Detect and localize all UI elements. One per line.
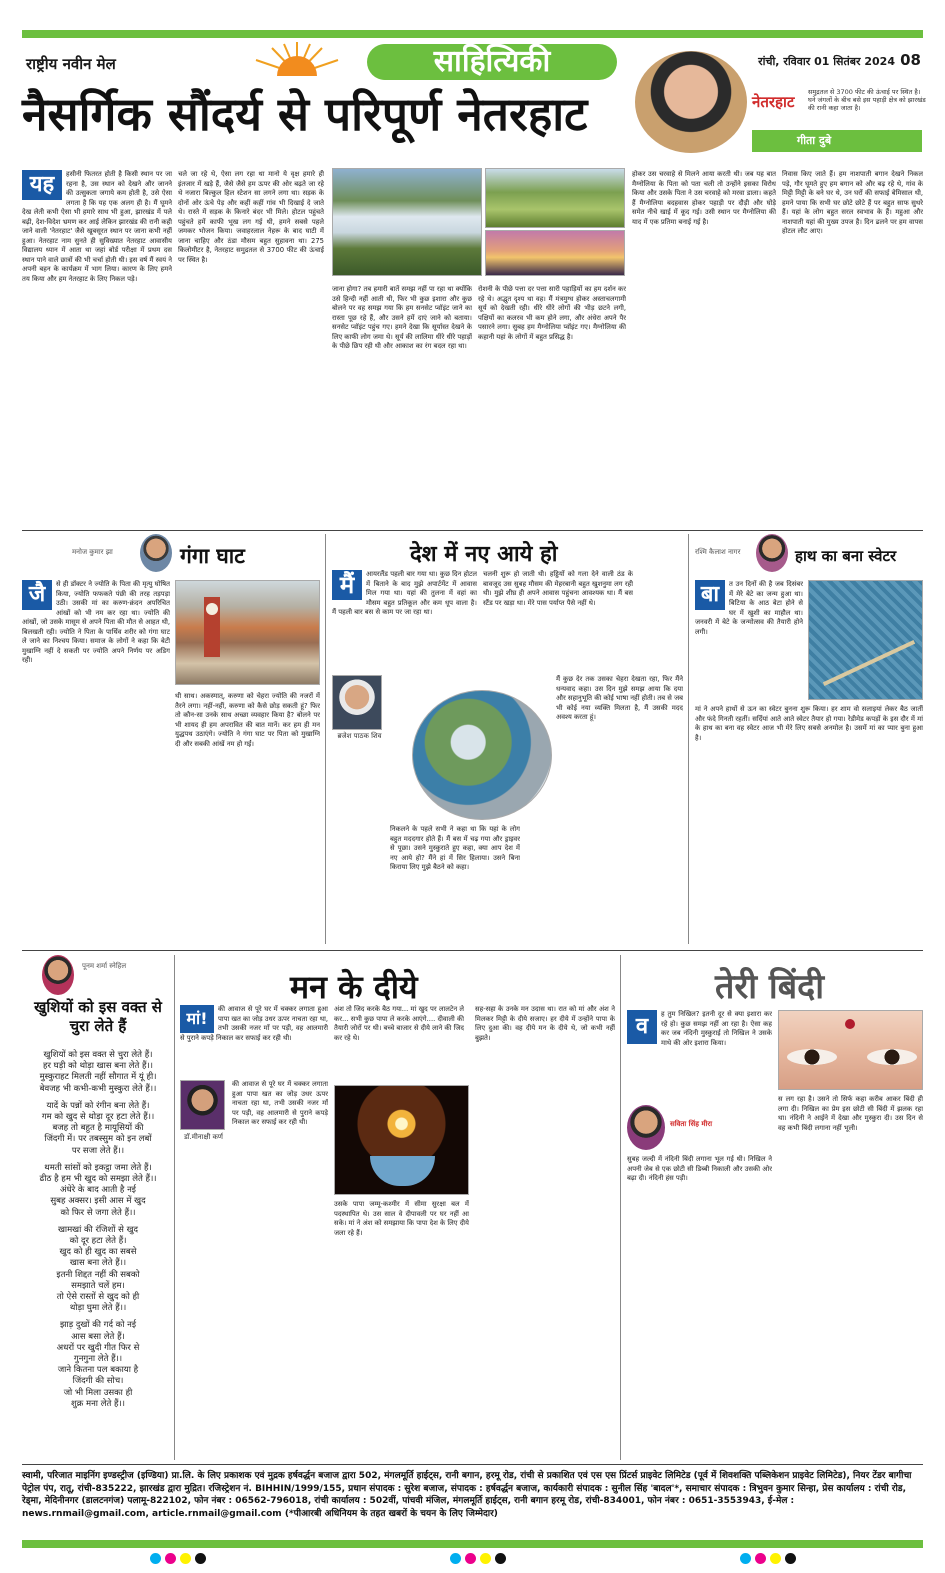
teri-bindi-column-b: सुबह जल्दी में नंदिनी बिंदी लगाना भूल गई थी। निखिल ने अपनी जेब से एक छोटी सी डिब्बी निकाली और उसकी ओर बढ़ा दी। नंदिनी हंस पड़ी। <box>627 1155 772 1182</box>
poem-line: खास बना लेते हैं।। <box>69 1258 127 1269</box>
man-ke-diye-author-photo <box>180 1080 225 1130</box>
poem-line: गम को खुद से थोड़ा दूर हटा लेते हैं।। <box>41 1112 155 1123</box>
teri-bindi-column-c: स लग रहा है। उसने तो सिर्फ कहा करीब आकर बिंदी ही लगा दी। निखिल का प्रेम इस छोटी सी बिंदी में झलक रहा था। नंदिनी ने आईने में देखा और मुस्कुरा दी। उस दिन से वह कभी बिंदी लगाना नहीं भूली। <box>778 1095 923 1132</box>
man-ke-diye-text-a: की आवाज से पूरे घर में चक्कर लगाता हुआ पापा खत का जोड़ उधर ऊपर नाचता रहा था, तभी उसकी नजर माँ पर पड़ी, वह आलमारी से पुराने कपड़े निकाल कर सफाई कर रही थी। <box>180 1005 328 1042</box>
lead-column-2: चले जा रहे थे, ऐसा लग रहा था मानो ये वृक्ष हमारे ही इंतजार में खड़े हैं, जैसे जैसे हम ऊपर की ओर बढ़ते जा रहे थे नजारा बिल्कुल हिल स्टेशन सा लगने लगा था। सड़क के दोनों ओर ऊंचे पेड़ और कहीं कहीं गांव भी दिखाई दे जाते थे। रास्ते में सड़क के किनारे बंदर भी मिले। होटल पहुंचते पहुंचते हमें काफी भूख लग गई थी, हमने सबसे पहले जमकर भोजन किया। जवाहरलाल नेहरू के बाद घाटी में जाना चाहिए और ठंडा मौसम बहुत सुहावना था। 275 किलोमीटर है, नेतरहाट समुद्रतल से 3700 फीट की ऊंचाई पर स्थित है। <box>178 170 324 264</box>
garden-photo <box>485 168 625 228</box>
diya-lamp-icon <box>370 1156 435 1186</box>
man-ke-diye-column-a <box>180 1005 328 1077</box>
lead-author: गीता दुबे <box>752 130 922 152</box>
khushiyon-author-photo <box>42 955 74 995</box>
yellow-registration-icon <box>770 1553 781 1564</box>
poem-line: खुशियों को इस वक्त से चुरा लेते हैं। <box>43 1050 153 1060</box>
sunset-photo <box>485 230 625 276</box>
lead-column-1-text: हसीनी फितरत होती है किसी स्थान पर जा रहना है, उस स्थान को देखने और जानने की उत्सुकता जगाये कम होती है, उसे ऐसा लगता है कि यह एक अलग ही है। मैं घूमने देख लेती कभी ऐसा भी हमारे साथ भी हुआ, झारखंड में पले बढ़ी, देश-विदेश भ्रमण कर आई लेकिन झारखंड की रानी कही जाने वाली 'नेतरहाट' जैसे खूबसूरत स्थान पर जाना कभी नहीं हुआ। नेतरहाट नाम सुनते ही सुविख्यात नेतरहाट आवासीय विद्यालय ध्यान में आता था जहां बोर्ड परीक्षा में प्रथम दस स्थान पाने वाले छात्रों की भी चर्चा होती थी। इस वर्ष मैं स्वयं ने अपनी बहन के कार्यक्रम में भाग लिया। कारण के लिए हमने तय किया और हम नेतरहाट के लिए निकल पड़े। <box>22 170 172 283</box>
haath-author: रश्मि कैलाश नागर <box>695 548 741 556</box>
eye-icon <box>867 1049 917 1065</box>
ganga-ghat-author: मनोज कुमार झा <box>72 548 113 556</box>
magenta-registration-icon <box>165 1553 176 1564</box>
cyan-registration-icon <box>150 1553 161 1564</box>
magenta-registration-icon <box>755 1553 766 1564</box>
ganga-ghat-dropcap: जै <box>22 580 52 610</box>
haath-title: हाथ का बना स्वेटर <box>795 547 897 565</box>
poem-line: थमती सांसों को इकट्ठा जमा लेते हैं। <box>44 1162 152 1173</box>
poem-line: मुस्कुराहट मिलती नहीं सौगात में यूं ही। <box>39 1072 157 1083</box>
poem-line: जो भी मिला उसका ही <box>63 1387 133 1398</box>
yellow-registration-icon <box>180 1553 191 1564</box>
black-registration-icon <box>495 1553 506 1564</box>
poem-line: पर सजा लेते हैं।। <box>71 1145 125 1156</box>
poem-line: जिंदगी की सोच। <box>72 1376 124 1387</box>
poem-line: को दूर हटा लेते हैं। <box>69 1236 127 1247</box>
khushiyon-title: खुशियों को इस वक्त से चुरा लेते हैं <box>34 998 162 1035</box>
poem-line: खामखां की रंजिशों से खुद <box>57 1224 139 1235</box>
lead-column-3: जाना होगा? तब हमारी बातें समझ नहीं पा रहा था क्योंकि उसे हिन्दी नहीं आती थी, फिर भी कुछ इशारा और कुछ बोलने पर वह समझ गया कि हम सनसेट प्वॉइंट जाने का रास्ता पूछ रहे हैं, और उसने हमें दाएं जाने को बताया। सनसेट प्वॉइंट पहुंच गए। हमने देखा कि सूर्यास्त देखने के लिए काफी लोग जमा थे। सूर्य की लालिमा धीरे धीरे पहाड़ों के पीछे छिप रही थी और आकाश का रंग बदल रहा था। <box>332 285 472 350</box>
haath-dropcap: बा <box>695 580 725 610</box>
page-number: 08 <box>900 51 921 69</box>
lead-intro: समुद्रतल से 3700 फीट की ऊंचाई पर स्थित है। घने जंगलों के बीच बसे इस पहाड़ी क्षेत्र को झारखंड की रानी कहा जाता है। <box>808 88 926 112</box>
man-ke-diye-column-b: अंश तो जिद करके बैठ गया... मां खुद पर लालटेन ले कर... सभी कुछ पापा ले करके आएंगे.... दीवाली की तैयारी जोरों पर थी। बच्चे बाजार से दीये लाने की जिद कर रहे थे। <box>334 1005 464 1042</box>
cyan-registration-icon <box>450 1553 461 1564</box>
teri-bindi-author: सविता सिंह मीरा <box>670 1120 713 1128</box>
man-ke-diye-column-d: सह-सहा के उनके मन उदास था। रात को मां और अंश ने मिलकर मिट्टी के दीये सजाए। हर दीये में उन्होंने पापा के लिए दुआ की। वह दीये मन के दीये थे, जो कभी नहीं बुझते। <box>475 1005 615 1042</box>
desh-me-column-d: मैं कुछ देर तक उसका चेहरा देखता रहा, फिर मैंने धन्यवाद कहा। उस दिन मुझे समझ आया कि दया और सहानुभूति की कोई भाषा नहीं होती। तब से जब भी कोई नया व्यक्ति मिलता है, मैं उसकी मदद अवश्य करता हूं। <box>556 675 683 721</box>
poem-line: बेवजह भी कभी-कभी मुस्कुरा लेते हैं।। <box>39 1083 157 1094</box>
ganga-ghat-title: गंगा घाट <box>180 544 245 568</box>
footer-imprint: स्वामी, परिजात माइनिंग इण्डस्ट्रीज (इण्डिया) प्रा.लि. के लिए प्रकाशक एवं मुद्रक हर्षवर्द्धन बजाज द्वारा 502, मंगलमूर्ति हाईट्स, रानी बगान, हरमू रोड, रांची से प्रकाशित एवं एस एस प्रिंटर्स प्राइवेट लिमिटेड (पूर्व में शिवशक्ति पब्लिकेशन प्राइवेट लिमिटेड), नियर टेंडर बागीचा पेट्रोल पंप, रातू, रांची-835222, झारखंड द्वारा मुद्रित। रजिस्ट्रेशन नं. BIHHIN/1999/155, प्रधान संपादक : सुरेश बजाज, संपादक : हर्षवर्द्धन बजाज, कार्यकारी संपादक : सुनील सिंह 'बादल'*, समाचार संपादक : त्रिभुवन कुमार सिन्हा, प्रेस कार्यालय : रांची रोड, रेड्मा, मेदिनीनगर (डालटनगंज) पलामू-822102, फोन नंबर : 06562-796018, रांची कार्यालय : 502वीं, पांचवी मंजिल, मंगलमूर्ति हाईट्स, रानी बगान हरमू रोड, रांची-834001, फोन नंबर : 0651-3553943, ई-मेल : news.rnmail@gmail.com, article.rnmail@gmail.com (*पीआरबी अधिनियम के तहत खबरों के चयन के लिए जिम्मेदार) <box>22 1471 912 1519</box>
knitting-needle-icon <box>823 640 915 686</box>
poem-line: सुबह अक्सर। इसी आस में खुद <box>50 1196 146 1207</box>
waterfall-photo <box>332 168 482 276</box>
teri-bindi-column-a <box>627 1010 772 1100</box>
registration-marks <box>0 1553 945 1565</box>
teri-bindi-title: तेरी बिंदी <box>715 967 825 1007</box>
diya-photo <box>334 1085 469 1195</box>
section-divider <box>22 530 923 531</box>
ganga-ghat-column-right: थी साथ। अकस्मात्, करुणा को चेहरा ज्योति की नजरों में तैरने लगा। नहीं-नहीं, करुणा को कैसे छोड़ सकती हूं? फिर तो कौन-सा उनके साथ अच्छा व्यवहार किया है? बोलने पर भी शायद ही हम अपरावित की बात मानें। कर हम ही मन युद्धपथ उठाएंगे। ज्योति ने गंगा घाट पर पिता को मुखाग्नि दी और सबकी आंखें नम हो गईं। <box>175 692 320 748</box>
poem-line: गुनगुना लेते हैं।। <box>73 1354 123 1365</box>
poem-line: यादें के पन्नों को रंगीन बना लेते हैं। <box>46 1100 150 1111</box>
lead-dropcap: यह <box>22 170 62 200</box>
paper-name: राष्ट्रीय नवीन मेल <box>26 55 116 73</box>
bindi-dot-icon <box>845 1019 855 1029</box>
poem-line: अंधेरे के बाद आती है नई <box>60 1185 136 1196</box>
eye-icon <box>787 1049 837 1065</box>
khushiyon-author: पूनम शर्मा स्नेहिल <box>82 962 127 970</box>
poem-line: बजह तो बहुत है मायूसियों की <box>52 1123 144 1134</box>
clock-face-icon <box>206 603 218 615</box>
poem-line: शुक्र मना लेते हैं।। <box>71 1398 125 1409</box>
teri-bindi-text-a: ह तुम निखिल? इतनी दूर से क्या इशारा कर रहे हो। कुछ समझ नहीं आ रहा है। ऐसा कह कर जब नंदिनी मुस्कुराई तो निखिल ने उसके माथे की ओर इशारा किया। <box>661 1010 772 1047</box>
sunrise-logo-icon <box>242 40 352 80</box>
section-divider <box>22 950 923 951</box>
desh-me-title: देश में नए आये हो <box>410 542 558 567</box>
bottom-color-band <box>22 1540 923 1548</box>
lead-headline: नैसर्गिक सौंदर्य से परिपूर्ण नेतरहाट <box>22 87 588 141</box>
khushiyon-poem <box>26 1050 170 1410</box>
lead-column-4: रोशनी के पीछे पत्ता दर पत्ता सारी पहाड़ियों का हम दर्शन कर रहे थे। अद्भुत दृश्य था वह। मैं मंत्रमुग्ध होकर अस्ताचलगामी सूर्य को देखती रही। धीरे धीरे लोगों की भीड़ छटने लगी, पक्षियों का कलरव भी कम होने लगा, और अंधेरा अपने पैर पसारने लगा। सुबह हम मैग्नोलिया प्वॉइंट गए। मैग्नोलिया की कहानी यहां के लोगों में बहुत प्रसिद्ध है। <box>478 285 626 341</box>
ganga-ghat-author-photo <box>140 534 172 572</box>
poem-line: तो ऐसे रास्तों से खुद को ही <box>56 1292 140 1303</box>
poem-line: अधरों पर खुदी गीत फिर से <box>56 1342 140 1353</box>
desh-me-dropcap: मैं <box>332 570 362 600</box>
footer-divider <box>22 1464 923 1465</box>
desh-me-text-a: आयरलैंड पहली बार गया था। कुछ दिन होटल में बिताने के बाद मुझे अपार्टमेंट में आवास मिल गया था। यहां की तुलना में वहां का मौसम बहुत प्रतिकूल और कम धूप वाला है। मैं पहली बार बस से काम पर जा रहा था। <box>332 570 477 616</box>
teri-bindi-author-photo <box>627 1105 665 1150</box>
haath-column-bottom: मां ने अपने हाथों से ऊन का स्वेटर बुनना शुरू किया। हर शाम वो सलाइयां लेकर बैठ जातीं और फंदे गिनती रहतीं। सर्दियां आते आते स्वेटर तैयार हो गया। रेडीमेड कपड़ों के इस दौर में मां के हाथ का बना वह स्वेटर आज भी मेरे लिए सबसे अनमोल है। उसमें मां का प्यार बुना हुआ है। <box>695 705 923 742</box>
poem-line: झाड़ दुखों की गर्द को नई <box>59 1320 136 1331</box>
column-divider <box>174 955 175 1460</box>
haath-text-top: त उन दिनों की है जब दिसंबर में मेरे बेटे का जन्म हुआ था। बिटिया के आठ बेटा होने से घर में खुशी का माहौल था। जनवरी में बेटे के जन्मोत्सव की तैयारी होने लगी। <box>695 580 803 636</box>
haath-author-photo <box>756 534 788 572</box>
poem-line: आस बसा लेते हैं। <box>71 1331 125 1342</box>
magenta-registration-icon <box>465 1553 476 1564</box>
cyan-registration-icon <box>740 1553 751 1564</box>
poem-line: को फिर से जगा लेते हैं।। <box>60 1207 136 1218</box>
column-divider <box>620 955 621 1460</box>
ganga-ghat-left-text: से ही डॉक्टर ने ज्योति के पिता की मृत्यु घोषित किया, ज्योति फफकते पंछी की तरह तड़पड़ा उठी। उसकी मां का करुण-क्रंदन अपरिचित आंखों को भी नम कर रहा था। ज्योति की आंखों, जो उसके मासूम से अपने पिता की मौत से आहत थी, बिलखती रही। ज्योति ने पिता के पार्थिव शरीर को गंगा घाट ले जाने का निश्चय किया। समाज के लोगों ने कहा कि बेटी मुखाग्नि नहीं दे सकती पर ज्योति अपने निर्णय पर अडिग रही। <box>22 580 170 664</box>
poem-line: जिंदगी में। पर तबस्सुम को इन लबों <box>44 1134 152 1145</box>
column-divider <box>325 534 326 944</box>
poem-line: खुद को ही खुद का सबसे <box>59 1247 137 1258</box>
masthead <box>22 40 923 84</box>
place-label: नेतरहाट <box>752 93 795 111</box>
lead-column-5: होकर उस चरवाहे से मिलने आया करती थी। जब यह बात मैग्नोलिया के पिता को पता चली तो उन्होंने इसका विरोध किया और उसके पिता ने उस चरवाहे को मरवा डाला। कहते हैं मैग्नोलिया बदहवास होकर पहाड़ी पर दौड़ी और घोड़े समेत नीचे खाई में कूद गई। उसी स्थान पर मैग्नोलिया की याद में एक प्रतिमा बनाई गई है। <box>632 170 776 226</box>
city-aerial-photo <box>412 690 552 820</box>
knitting-photo <box>808 580 923 700</box>
man-ke-diye-dropcap: मां! <box>180 1005 214 1033</box>
desh-me-column-a <box>332 570 477 670</box>
ganga-ghat-column-left <box>22 580 170 947</box>
man-ke-diye-title: मन के दीये <box>290 968 418 1006</box>
poem-line: इतनी शिद्दत नहीं की सबको <box>56 1269 140 1280</box>
section-banner: साहित्यिकी <box>367 44 617 80</box>
haath-column-top <box>695 580 803 700</box>
teri-bindi-dropcap: व <box>627 1010 657 1044</box>
poem-line: थोड़ा घुमा लेते हैं।। <box>69 1303 127 1314</box>
ganga-ghat-photo <box>175 580 320 685</box>
top-color-band <box>22 30 923 38</box>
poem-line: हर घड़ी को थोड़ा खास बना लेते हैं।। <box>42 1061 154 1072</box>
poem-line: समझाते चलें हम। <box>71 1280 125 1291</box>
yellow-registration-icon <box>480 1553 491 1564</box>
desh-me-author: ब्रजेश पाठक शिव <box>337 732 382 740</box>
lead-column-6: निवास किए जाते हैं। हम नाशपाती बगान देखने निकल पड़े, गौर घूमते हुए हम बगान को और बढ़ रहे थे, गांव के मिट्टी मिट्टी के बने घर थे, उन घरों की सफाई बेमिसाल थी, हमने पाया कि सभी घर छोटे छोटे हैं पर बहुत साफ सुथरे हैं। यहां के लोग बहुत सरल स्वभाव के हैं। महुआ और नाशपाती यहां की मुख्य उपज है। दिन ढलने पर हम वापस होटल लौट आए। <box>782 170 923 235</box>
black-registration-icon <box>785 1553 796 1564</box>
man-ke-diye-author: डॉ.मीनाक्षी कर्ण <box>184 1133 223 1141</box>
desh-me-column-b: चलनी शुरू हो जाती थी। हड्डियों को गला देने वाली ठंड के बावजूद उस सुबह मौसम की मेहरबानी बहुत खुशनुमा लग रही थी। मुझे शीघ्र ही अपने आवास पहुंचना आवश्यक था। मैं बस स्टैंड पर खड़ा था। मेरे पास पर्याप्त पैसे नहीं थे। <box>483 570 633 607</box>
black-registration-icon <box>195 1553 206 1564</box>
lead-column-1 <box>22 170 172 522</box>
dateline: रांची, रविवार 01 सितंबर 2024 <box>758 55 895 68</box>
poem-line: ढीठ है हम भी खुद को समझा लेते हैं।। <box>39 1174 157 1185</box>
bindi-eye-photo <box>778 1010 923 1090</box>
man-ke-diye-column-a2: की आवाज से पूरे घर में चक्कर लगाता हुआ पापा खत का जोड़ उधर ऊपर नाचता रहा था, तभी उसकी नजर माँ पर पड़ी, वह आलमारी से पुराने कपड़े निकाल कर सफाई कर रही थी। <box>232 1080 328 1126</box>
poem-line: जाने कितना पल बकाया है <box>57 1365 139 1376</box>
man-ke-diye-column-c: उसके पापा जम्मू-कश्मीर में सीमा सुरक्षा बल में पदस्थापित थे। उस साल वे दीपावली पर घर नहीं आ सके। मां ने अंश को समझाया कि पापा देश के लिए दीये जला रहे हैं। <box>334 1200 469 1237</box>
desh-me-column-c: निकलने के पहले सभी ने कहा था कि यहां के लोग बहुत मददगार होते हैं। मैं बस में चढ़ गया और ड्राइवर से पूछा। उसने मुस्कुराते हुए कहा, क्या आप देश में नए आये हो? मैंने हां में सिर हिलाया। उसने बिना किराया लिए मुझे बैठने को कहा। <box>390 825 520 871</box>
author-photo <box>632 48 750 156</box>
column-divider <box>688 534 689 944</box>
desh-me-author-photo <box>332 675 382 730</box>
